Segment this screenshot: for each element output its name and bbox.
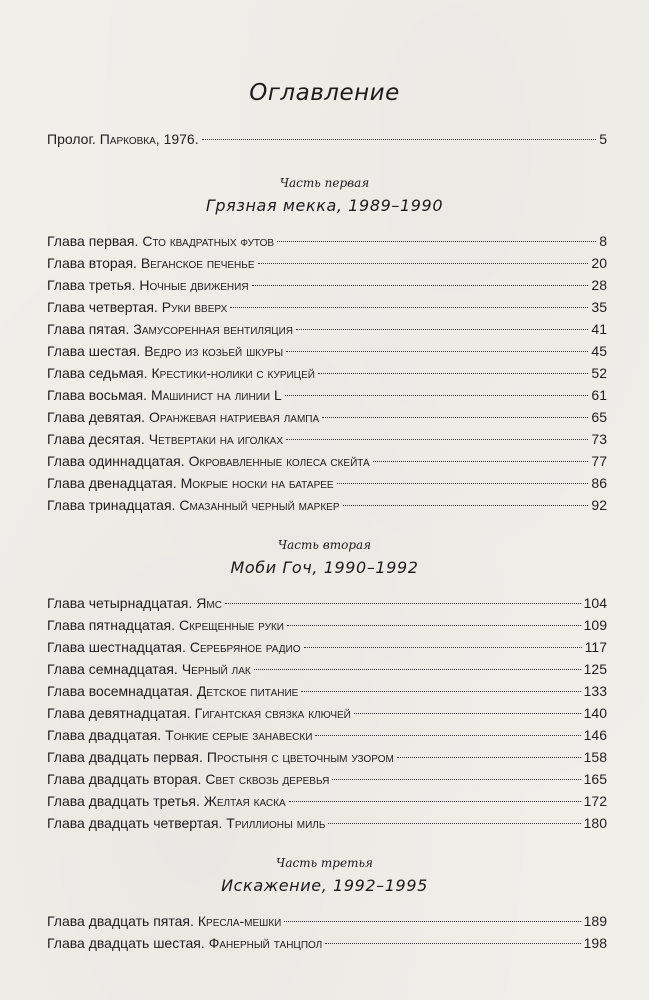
toc-row: [47, 680, 607, 702]
chapter-name: Простыня с цветочным узором: [206, 749, 394, 765]
chapter-name: Сто квадратных футов: [142, 233, 275, 249]
chapter-name: Ночные движения: [139, 277, 249, 293]
part-2-title: Моби Гоч, 1990–1992: [230, 558, 419, 577]
chapter-number: Глава первая.: [47, 233, 139, 249]
toc-row: [47, 274, 607, 296]
chapter-number: Глава восьмая.: [47, 387, 147, 403]
chapter-number: Глава седьмая.: [47, 365, 148, 381]
toc-row: [47, 768, 607, 790]
chapter-name: Оранжевая натриевая лампа: [149, 409, 320, 425]
chapter-page: 86: [591, 475, 607, 491]
toc-row: [47, 406, 607, 428]
toc-row: [47, 230, 607, 252]
toc-row: [47, 910, 607, 932]
leader-dots: [322, 417, 588, 418]
chapter-page: 189: [583, 913, 607, 929]
chapter-name: Фанерный танцпол: [208, 935, 323, 951]
toc-row: [47, 812, 607, 834]
chapter-number: Глава двадцать первая.: [47, 749, 203, 765]
toc-row: [47, 932, 607, 954]
leader-dots: [328, 823, 580, 824]
toc-row: [47, 340, 607, 362]
toc-row: [47, 252, 607, 274]
leader-dots: [202, 139, 597, 140]
chapter-number: Глава десятая.: [47, 431, 145, 447]
chapter-page: 125: [583, 661, 607, 677]
chapter-page: 73: [591, 431, 607, 447]
chapter-page: 77: [591, 453, 607, 469]
leader-dots: [315, 735, 580, 736]
leader-dots: [254, 669, 581, 670]
chapter-page: 146: [583, 727, 607, 743]
toc-row: [47, 724, 607, 746]
toc-row: [47, 472, 607, 494]
leader-dots: [258, 263, 589, 264]
chapter-number: Глава двадцать третья.: [47, 793, 200, 809]
toc-row: [47, 702, 607, 724]
chapter-number: Глава девятая.: [47, 409, 146, 425]
chapter-name: Мокрые носки на батарее: [180, 475, 334, 491]
chapter-name: Свет сквозь деревья: [205, 771, 330, 787]
chapter-page: 117: [584, 639, 607, 655]
leader-dots: [289, 801, 581, 802]
chapter-number: Глава девятнадцатая.: [47, 705, 191, 721]
leader-dots: [230, 307, 588, 308]
chapter-number: Глава тринадцатая.: [47, 497, 176, 513]
chapter-page: 165: [583, 771, 607, 787]
chapter-page: 104: [583, 595, 607, 611]
leader-dots: [318, 373, 588, 374]
chapter-number: Глава четырнадцатая.: [47, 595, 193, 611]
toc-row-prologue: [47, 128, 607, 150]
toc-row: [47, 592, 607, 614]
chapter-page: 20: [591, 255, 607, 271]
chapter-page: 28: [591, 277, 607, 293]
part-1-title: Грязная мекка, 1989–1990: [205, 196, 444, 215]
chapter-number: Глава шестнадцатая.: [47, 639, 186, 655]
chapter-number: Глава двадцать четвертая.: [47, 815, 223, 831]
leader-dots: [284, 921, 580, 922]
chapter-page: 8: [599, 233, 607, 249]
toc-row: [47, 450, 607, 472]
chapter-number: Глава третья.: [47, 277, 136, 293]
toc-row: [47, 636, 607, 658]
chapter-name: Скрещенные руки: [178, 617, 284, 633]
chapter-number: Глава четвертая.: [47, 299, 158, 315]
part-1-label: Часть первая: [279, 176, 370, 190]
chapter-page: 65: [591, 409, 607, 425]
toc-row: [47, 384, 607, 406]
chapter-name: Тонкие серые занавески: [165, 727, 313, 743]
chapter-page: 158: [583, 749, 607, 765]
chapter-name: Крестики-нолики с курицей: [151, 365, 315, 381]
chapter-page: 92: [591, 497, 607, 513]
leader-dots: [354, 713, 581, 714]
chapter-name: Руки вверх: [161, 299, 228, 315]
chapter-name: Машинист на линии L: [150, 387, 282, 403]
toc-row: [47, 494, 607, 516]
chapter-name: Окровавленные колеса скейта: [188, 453, 370, 469]
toc-row: [47, 614, 607, 636]
toc-title: Оглавление: [249, 80, 400, 106]
chapter-number: Глава двадцать пятая.: [47, 913, 194, 929]
chapter-number: Глава семнадцатая.: [47, 661, 178, 677]
chapter-page: 41: [591, 321, 607, 337]
chapter-page: 133: [583, 683, 607, 699]
leader-dots: [325, 943, 580, 944]
chapter-name: Четвертаки на иголках: [148, 431, 283, 447]
chapter-page: 198: [583, 935, 607, 951]
chapter-number: Глава двадцатая.: [47, 727, 162, 743]
leader-dots: [337, 483, 589, 484]
chapter-name: Желтая каска: [203, 793, 286, 809]
chapter-number: Глава пятая.: [47, 321, 130, 337]
part-3-title: Искажение, 1992–1995: [221, 876, 428, 895]
chapter-number: Глава пятнадцатая.: [47, 617, 175, 633]
chapter-number: Глава двенадцатая.: [47, 475, 177, 491]
leader-dots: [301, 691, 580, 692]
prologue-label: Пролог.: [47, 131, 96, 147]
chapter-name: Кресла-мешки: [197, 913, 282, 929]
chapter-name: Серебряное радио: [189, 639, 301, 655]
prologue-page: 5: [599, 131, 607, 147]
part-2-chapters: [47, 592, 607, 834]
chapter-page: 35: [591, 299, 607, 315]
toc-row: [47, 296, 607, 318]
chapter-page: 45: [591, 343, 607, 359]
toc-row: [47, 428, 607, 450]
leader-dots: [286, 351, 588, 352]
chapter-number: Глава восемнадцатая.: [47, 683, 193, 699]
leader-dots: [252, 285, 589, 286]
leader-dots: [296, 329, 588, 330]
leader-dots: [304, 647, 582, 648]
part-3-label: Часть третья: [276, 856, 373, 870]
chapter-page: 172: [583, 793, 607, 809]
leader-dots: [343, 505, 589, 506]
leader-dots: [397, 757, 581, 758]
chapter-name: Детское питание: [196, 683, 299, 699]
chapter-page: 140: [583, 705, 607, 721]
leader-dots: [277, 241, 596, 242]
prologue-name: Парковка, 1976.: [99, 131, 199, 147]
toc-row: [47, 658, 607, 680]
toc-row: [47, 746, 607, 768]
chapter-name: Черный лак: [181, 661, 251, 677]
prologue-list: [47, 128, 607, 150]
part-1-chapters: [47, 230, 607, 516]
chapter-number: Глава одиннадцатая.: [47, 453, 185, 469]
leader-dots: [286, 439, 588, 440]
chapter-name: Гигантская связка ключей: [194, 705, 351, 721]
chapter-page: 180: [583, 815, 607, 831]
toc-row: [47, 790, 607, 812]
part-3-chapters: [47, 910, 607, 954]
chapter-number: Глава шестая.: [47, 343, 141, 359]
toc-row: [47, 318, 607, 340]
toc-row: [47, 362, 607, 384]
chapter-page: 61: [591, 387, 607, 403]
leader-dots: [225, 603, 581, 604]
leader-dots: [285, 395, 589, 396]
chapter-name: Смазанный черный маркер: [179, 497, 340, 513]
part-2-label: Часть вторая: [277, 538, 372, 552]
leader-dots: [332, 779, 580, 780]
chapter-number: Глава двадцать вторая.: [47, 771, 202, 787]
chapter-page: 109: [583, 617, 607, 633]
chapter-name: Замусоренная вентиляция: [133, 321, 293, 337]
chapter-number: Глава вторая.: [47, 255, 137, 271]
chapter-name: Ямс: [196, 595, 222, 611]
leader-dots: [287, 625, 581, 626]
chapter-name: Веганское печенье: [140, 255, 255, 271]
chapter-page: 52: [591, 365, 607, 381]
chapter-name: Ведро из козьей шкуры: [144, 343, 284, 359]
chapter-name: Триллионы миль: [226, 815, 326, 831]
leader-dots: [373, 461, 589, 462]
chapter-number: Глава двадцать шестая.: [47, 935, 205, 951]
